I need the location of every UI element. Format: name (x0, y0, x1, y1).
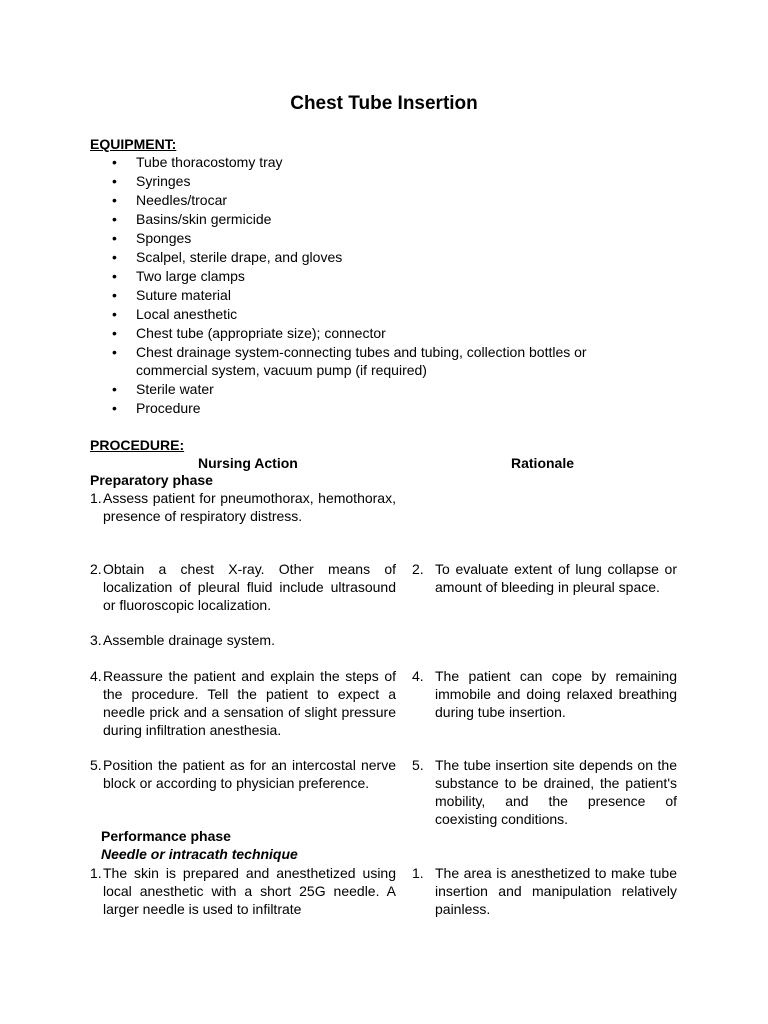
nursing-action: 3. Assemble drainage system. (90, 632, 275, 648)
performance-phase-label: Performance phase (101, 828, 231, 844)
rationale: 1. The area is anesthetized to make tube insertion and manipulation relatively painless. (412, 865, 677, 917)
rationale: 2. To evaluate extent of lung collapse or amount of bleeding in pleural space. (412, 561, 677, 595)
list-item: • Needles/trocar (90, 191, 650, 209)
list-item: • Two large clamps (90, 267, 650, 285)
equipment-list (90, 153, 650, 418)
nursing-action: 1. Assess patient for pneumothorax, hemothorax, presence of respiratory distress. (90, 490, 396, 524)
list-item: • Scalpel, sterile drape, and gloves (90, 248, 650, 266)
rationale-header: Rationale (511, 455, 575, 471)
nursing-action: 1. The skin is prepared and anesthetized using local anesthetic with a short 25G needle. A larger needle is used to infiltrate (90, 865, 396, 917)
list-item: • Procedure (90, 399, 650, 417)
preparatory-phase-label: Preparatory phase (90, 472, 213, 488)
list-item: • Sponges (90, 229, 650, 247)
nursing-action: 2. Obtain a chest X-ray. Other means of localization of pleural fluid include ultrasound or fluoroscopic localization. (90, 561, 396, 613)
list-item: • Basins/skin germicide (90, 210, 650, 228)
rationale: 5. The tube insertion site depends on the substance to be drained, the patient's mobility, and the presence of coexisting conditions. (412, 757, 677, 827)
page-title: Chest Tube Insertion (290, 93, 478, 114)
nursing-action: 5. Position the patient as for an intercostal nerve block or according to physician preference. (90, 757, 396, 791)
list-item: • Sterile water (90, 380, 650, 398)
nursing-action: 4. Reassure the patient and explain the steps of the procedure. Tell the patient to expect a needle prick and a sensation of slight pressure during infiltration anesthesia. (90, 668, 396, 738)
rationale: 4. The patient can cope by remaining immobile and doing relaxed breathing during tube insertion. (412, 668, 677, 720)
procedure-heading: PROCEDURE: (90, 437, 185, 453)
technique-label: Needle or intracath technique (101, 846, 298, 862)
equipment-heading: EQUIPMENT: (90, 136, 177, 152)
list-item: • Syringes (90, 172, 650, 190)
list-item: • Local anesthetic (90, 305, 650, 323)
list-item: • Suture material (90, 286, 650, 304)
list-item: • Tube thoracostomy tray (90, 153, 650, 171)
list-item: • Chest tube (appropriate size); connector (90, 324, 650, 342)
list-item: • Chest drainage system-connecting tubes and tubing, collection bottles or commercial system, vacuum pump (if required) (90, 343, 616, 379)
nursing-action-header: Nursing Action (198, 455, 298, 471)
